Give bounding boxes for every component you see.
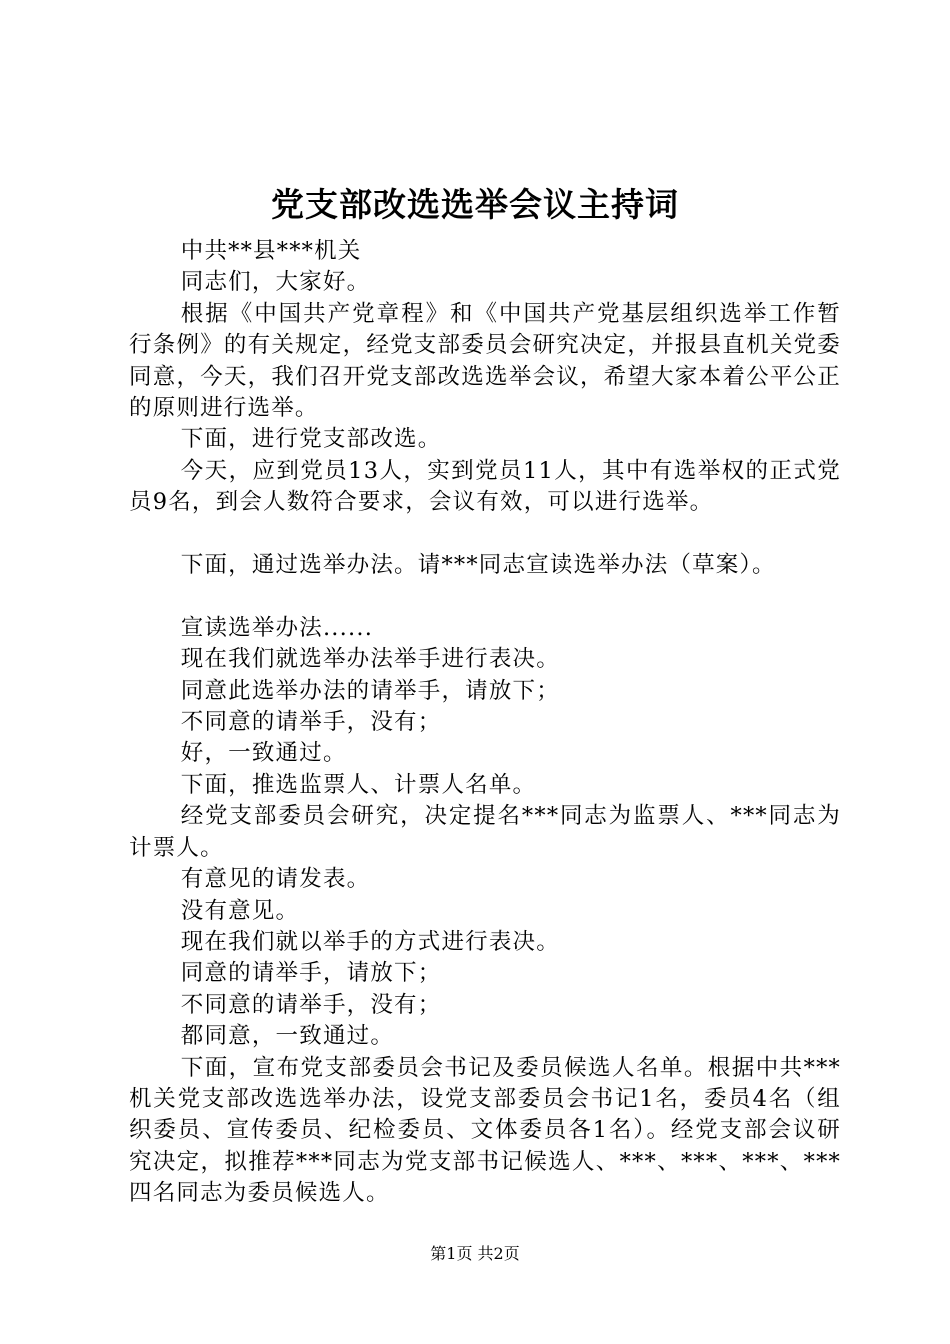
blank-line (129, 519, 841, 550)
paragraph-disagree-hands: 不同意的请举手，没有； (180, 991, 442, 1018)
paragraph-all-agree: 都同意，一致通过。 (180, 1023, 395, 1050)
paragraph-disagree-method: 不同意的请举手，没有； (180, 709, 442, 736)
paragraph-org: 中共**县***机关 (180, 238, 362, 264)
paragraph-candidates: 下面，宣布党支部委员会书记及委员候选人名单。根据中共***机关党支部改选选举办法，设党支部委员会书记1名，委员4名（组织委员、宣传委员、纪检委员、文体委员各1名）。经党支部会议研究决定，拟推荐***同志为党支部书记候选人、***、***、***、***四名同志为委员候选人。 (129, 1054, 841, 1207)
paragraph-start-election: 下面，进行党支部改选。 (180, 426, 442, 453)
paragraph-election-method: 下面，通过选举办法。请***同志宣读选举办法（草案）。 (180, 552, 776, 579)
paragraph-intro: 根据《中国共产党章程》和《中国共产党基层组织选举工作暂行条例》的有关规定，经党支部委员会研究决定，并报县直机关党委同意，今天，我们召开党支部改选选举会议，希望大家本着公平公正的原则进行选举。 (129, 300, 841, 422)
paragraph-vote-method: 现在我们就选举办法举手进行表决。 (180, 646, 560, 673)
paragraph-no-opinions: 没有意见。 (180, 897, 300, 924)
paragraph-attendance: 今天，应到党员13人，实到党员11人，其中有选举权的正式党员9名，到会人数符合要求，会议有效，可以进行选举。 (129, 457, 841, 516)
page-footer: 第1页 共2页 (430, 1244, 520, 1263)
paragraph-vote-hands: 现在我们就以举手的方式进行表决。 (180, 928, 560, 955)
document-body (129, 236, 841, 1210)
paragraph-scrutineers: 下面，推选监票人、计票人名单。 (180, 771, 537, 798)
paragraph-read-method: 宣读选举办法...... (180, 614, 374, 641)
paragraph-opinions: 有意见的请发表。 (180, 866, 371, 893)
paragraph-agree-method: 同意此选举办法的请举手，请放下； (180, 677, 560, 704)
paragraph-passed-method: 好，一致通过。 (180, 740, 347, 767)
paragraph-nomination: 经党支部委员会研究，决定提名***同志为监票人、***同志为计票人。 (129, 803, 841, 861)
document-title: 党支部改选选举会议主持词 (271, 185, 679, 224)
blank-line (129, 581, 841, 612)
paragraph-agree-hands: 同意的请举手，请放下； (180, 960, 442, 987)
paragraph-greeting: 同志们，大家好。 (180, 269, 371, 296)
